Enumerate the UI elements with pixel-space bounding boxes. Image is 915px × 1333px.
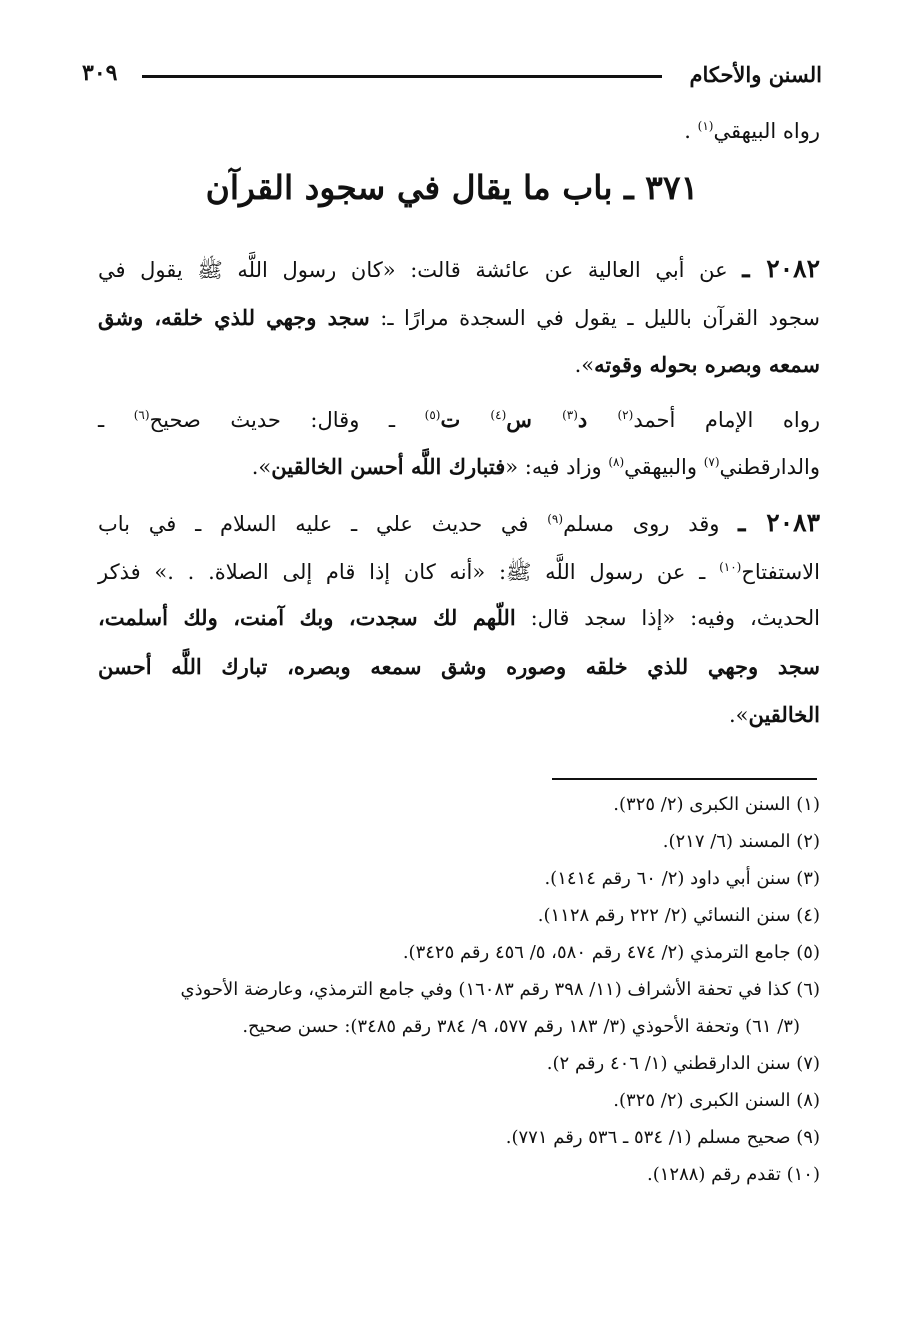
- hadith-2082-line-3: سمعه وبصره بحوله وقوته».: [574, 352, 820, 377]
- book-title: السنن والأحكام: [689, 62, 822, 87]
- hadith-2082-line-2: سجود القرآن بالليل ـ يقول في السجدة مرارًا ـ: سجد وجهي للذي خلقه، وشق: [98, 305, 820, 330]
- supplication-text: اللّهم لك سجدت، وبك آمنت، ولك أسلمت،: [98, 605, 516, 630]
- hadith-2082-sources-2: والدارقطني$^{(٧)}$ والبيهقي$^{(٨)}$ وزاد فيه: «فتبارك اللَّه أحسن الخالقين».: [251, 454, 820, 479]
- footnote-ref[interactable]: (٢): [617, 408, 634, 422]
- footnote-7: (٧) سنن الدارقطني (١/ ٤٠٦ رقم ٢).: [546, 1053, 820, 1074]
- page-number: ٣٠٩: [82, 60, 118, 86]
- addition-text: فتبارك اللَّه أحسن الخالقين: [271, 454, 506, 479]
- header-rule: [142, 75, 662, 78]
- hadith-2082-sources-1: رواه الإمام أحمد$^{(٢)}$ د$^{(٣)}$ س$^{(٤)}$ ت$^{(٥)}$ ـ وقال: حديث صحيح$^{(٦)}$ ـ: [98, 407, 820, 432]
- intro-line: رواه البيهقي$^{(١)}$ .: [684, 119, 820, 143]
- hadith-2083-line-5: الخالقين».: [728, 702, 820, 727]
- supplication-text: الخالقين: [748, 702, 820, 727]
- supplication-text: سجد وجهي للذي خلقه، وشق: [98, 305, 370, 330]
- footnote-ref[interactable]: (٨): [608, 455, 625, 469]
- footnote-ref[interactable]: (٩): [547, 512, 564, 526]
- supplication-text: سمعه وبصره بحوله وقوته: [594, 352, 820, 377]
- footnote-10: (١٠) تقدم رقم (١٢٨٨).: [647, 1164, 820, 1185]
- hadith-number: ٢٠٨٣ ـ: [738, 508, 820, 537]
- footnote-9: (٩) صحيح مسلم (١/ ٥٣٤ ـ ٥٣٦ رقم ٧٧١).: [505, 1127, 820, 1148]
- hadith-number: ٢٠٨٢ ـ: [742, 254, 820, 283]
- footnote-ref[interactable]: (٧): [703, 455, 720, 469]
- footnote-4: (٤) سنن النسائي (٢/ ٢٢٢ رقم ١١٢٨).: [537, 905, 820, 926]
- footnote-ref[interactable]: (٤): [490, 408, 507, 422]
- chapter-title: ٣٧١ ـ باب ما يقال في سجود القرآن: [205, 168, 699, 207]
- footnote-ref[interactable]: (٥): [424, 408, 441, 422]
- footnote-2: (٢) المسند (٦/ ٢١٧).: [662, 831, 820, 852]
- hadith-2083-line-1: ٢٠٨٣ ـ وقد روى مسلم$^{(٩)}$ في حديث علي ـ عليه السلام ـ في باب: [98, 508, 820, 537]
- footnote-6: (٦) كذا في تحفة الأشراف (١١/ ٣٩٨ رقم ١٦٠٨٣) وفي جامع الترمذي، وعارضة الأحوذي: [180, 979, 820, 1000]
- hadith-2082-line-1: ٢٠٨٢ ـ عن أبي العالية عن عائشة قالت: «كان رسول اللَّه ﷺ يقول في: [98, 254, 820, 283]
- running-header: [82, 58, 822, 98]
- footnote-6-continued: (٣/ ٦١) وتحفة الأحوذي (٣/ ١٨٣ رقم ٥٧٧، ٩/ ٣٨٤ رقم ٣٤٨٥): حسن صحيح.: [242, 1016, 800, 1037]
- footnote-5: (٥) جامع الترمذي (٢/ ٤٧٤ رقم ٥٨٠، ٥/ ٤٥٦ رقم ٣٤٢٥).: [402, 942, 820, 963]
- footnote-8: (٨) السنن الكبرى (٢/ ٣٢٥).: [613, 1090, 820, 1111]
- footnote-ref[interactable]: (٣): [562, 408, 578, 422]
- hadith-2083-line-3: الحديث، وفيه: «إذا سجد قال: اللّهم لك سجدت، وبك آمنت، ولك أسلمت،: [98, 605, 820, 630]
- hadith-2083-line-4: سجد وجهي للذي خلقه وصوره وشق سمعه وبصره، تبارك اللَّه أحسن: [98, 654, 820, 679]
- footnote-1: (١) السنن الكبرى (٢/ ٣٢٥).: [613, 794, 820, 815]
- footnote-separator: [552, 778, 817, 780]
- footnote-ref[interactable]: (١): [697, 119, 714, 133]
- hadith-2083-line-2: الاستفتاح$^{(١٠)}$ ـ عن رسول اللَّه ﷺ: «أنه كان إذا قام إلى الصلاة. . .» فذكر: [98, 560, 820, 584]
- footnote-ref[interactable]: (١٠): [719, 560, 742, 574]
- footnote-3: (٣) سنن أبي داود (٢/ ٦٠ رقم ١٤١٤).: [544, 868, 820, 889]
- footnote-ref[interactable]: (٦): [133, 408, 150, 422]
